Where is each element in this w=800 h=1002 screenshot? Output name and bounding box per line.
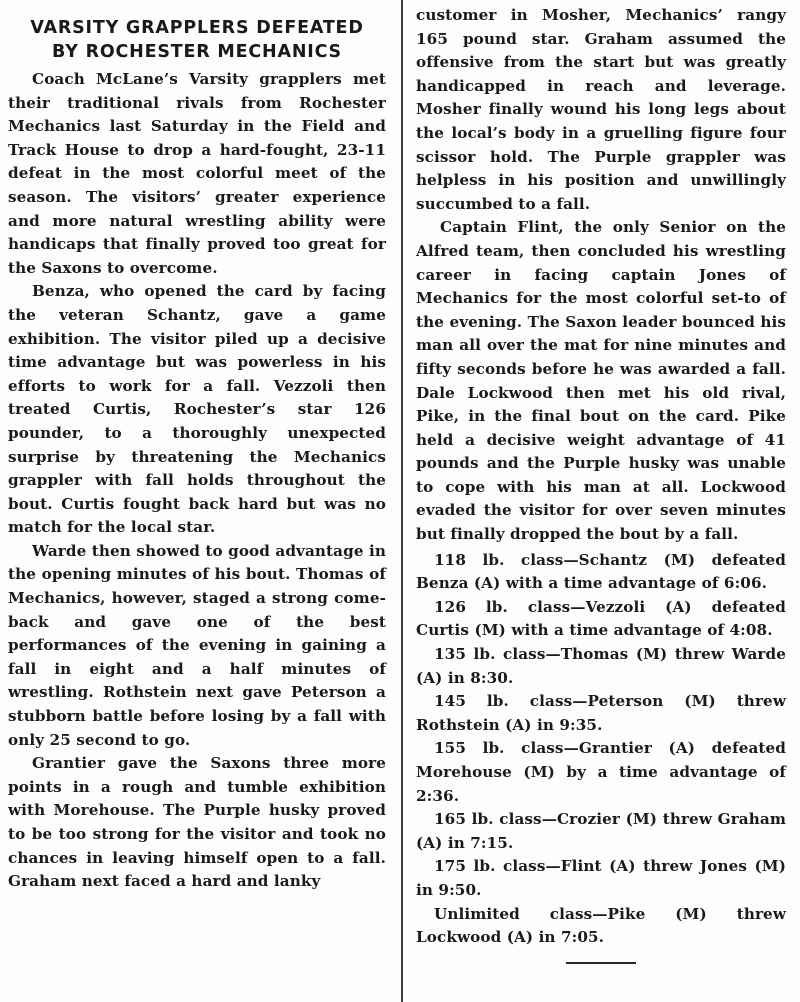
result-line: 165 lb. class—Crozier (M) threw Graham (A) in 7:15. xyxy=(416,810,786,852)
result-line: 145 lb. class—Peterson (M) threw Rothstein (A) in 9:35. xyxy=(416,692,786,734)
result-line: 155 lb. class—Grantier (A) defeated Morehouse (M) by a time advantage of 2:36. xyxy=(416,739,786,805)
result-line: 135 lb. class—Thomas (M) threw Warde (A) in 8:30. xyxy=(416,645,786,687)
article-paragraph: Benza, who opened the card by facing the veteran Schantz, gave a game exhibition. The visitor piled up a decisive time advantage but was powerless in his efforts to work for a fall. Vezzoli then treated Curtis, Rochester’s star 126 pounder, to a thoroughly unexpected surprise by threatening the Mechanics grappler with fall holds throughout the bout. Curtis fought back hard but was no match for the local star. xyxy=(8,282,386,537)
result-line: 175 lb. class—Flint (A) threw Jones (M) in 9:50. xyxy=(416,857,786,899)
article-paragraph: Coach McLane’s Varsity grapplers met their traditional rivals from Rochester Mechanics last Saturday in the Field and Track House to drop a hard-fought, 23-11 defeat in the most colorful meet of the season. The visitors’ greater experience and more natural wrestling ability were handicaps that finally proved too great for the Saxons to overcome. xyxy=(8,70,386,277)
result-line: Unlimited class—Pike (M) threw Lockwood (A) in 7:05. xyxy=(416,904,786,947)
column-divider xyxy=(401,0,403,1002)
headline-line-1: VARSITY GRAPPLERS DEFEATED xyxy=(30,18,364,38)
headline-line-2: BY ROCHESTER MECHANICS xyxy=(52,42,342,62)
results-list xyxy=(416,549,786,950)
left-column xyxy=(8,4,386,894)
article-paragraph: Warde then showed to good advantage in the opening minutes of his bout. Thomas of Mechanics, however, staged a strong come-back and gave one of the best performances of the evening in gaining a fall in eight and a half minutes of wrestling. Rothstein next gave Peterson a stubborn battle before losing by a fall with only 25 second to go. xyxy=(8,541,386,749)
article-paragraph: Captain Flint, the only Senior on the Alfred team, then concluded his wrestling career in facing captain Jones of Mechanics for the most colorful set-to of the evening. The Saxon leader bounced his man all over the mat for nine minutes and fifty seconds before he was awarded a fall. Dale Lockwood then met his old rival, Pike, in the final bout on the card. Pike held a decisive weight advantage of 41 pounds and the Purple husky was unable to cope with his man at all. Lockwood evaded the visitor for over seven minutes but finally dropped the bout by a fall. xyxy=(416,218,786,544)
article-paragraph: Grantier gave the Saxons three more points in a rough and tumble exhibition with Morehouse. The Purple husky proved to be too strong for the visitor and took no chances in leaving himself open to a fall. Graham next faced a hard and lanky xyxy=(8,754,386,891)
article-paragraph: customer in Mosher, Mechanics’ rangy 165 pound star. Graham assumed the offensive from the start but was greatly handicapped in reach and leverage. Mosher finally wound his long legs about the local’s body in a gruelling figure four scissor hold. The Purple grappler was helpless in his position and unwillingly succumbed to a fall. xyxy=(416,6,786,213)
headline xyxy=(8,16,386,64)
result-line: 118 lb. class—Schantz (M) defeated Benza (A) with a time advantage of 6:06. xyxy=(416,550,786,593)
end-rule xyxy=(566,962,636,964)
result-line: 126 lb. class—Vezzoli (A) defeated Curtis (M) with a time advantage of 4:08. xyxy=(416,597,786,640)
right-column xyxy=(416,4,786,964)
